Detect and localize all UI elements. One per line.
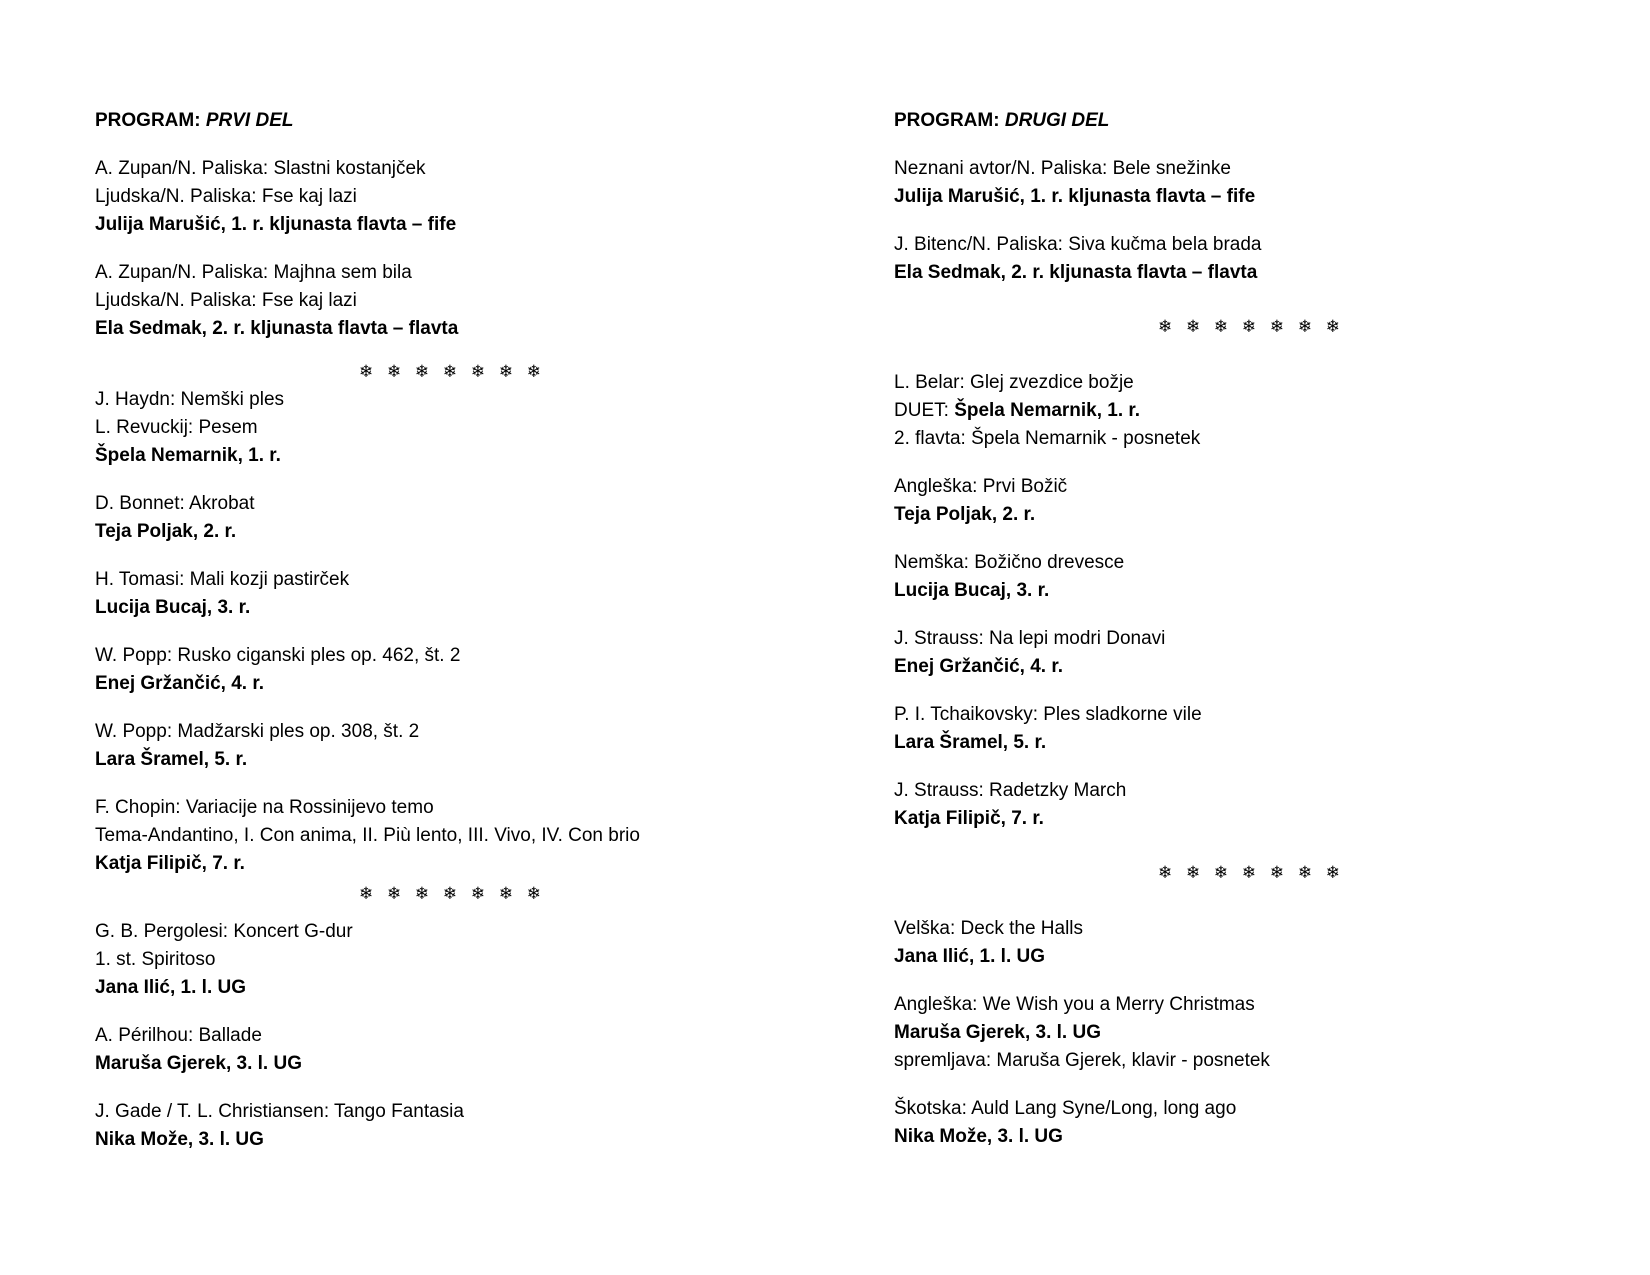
program-entry bbox=[894, 1095, 1624, 1151]
performer-text: Jana Ilić, 1. l. UG bbox=[95, 977, 247, 998]
program-entry bbox=[894, 625, 1624, 681]
snowflake-divider: ❄ ❄ ❄ ❄ ❄ ❄ ❄ bbox=[359, 362, 545, 381]
piece-text: DUET: bbox=[894, 400, 955, 421]
piece-line bbox=[95, 414, 825, 442]
piece-text: Tema-Andantino, I. Con anima, II. Più lento, III. Vivo, IV. Con brio bbox=[95, 825, 640, 846]
program-column-prvi-del bbox=[95, 107, 825, 1174]
piece-line bbox=[95, 918, 825, 946]
program-entry bbox=[95, 566, 825, 622]
piece-line bbox=[894, 915, 1624, 943]
piece-line bbox=[95, 718, 825, 746]
performer-text: Nika Može, 3. l. UG bbox=[95, 1129, 264, 1150]
program-part-title: PRVI DEL bbox=[205, 110, 294, 131]
program-entry bbox=[95, 259, 825, 343]
program-entry bbox=[95, 1098, 825, 1154]
performer-line bbox=[894, 501, 1624, 529]
piece-text: Škotska: Auld Lang Syne/Long, long ago bbox=[894, 1098, 1237, 1119]
performer-line bbox=[894, 943, 1624, 971]
snowflake-divider: ❄ ❄ ❄ ❄ ❄ ❄ ❄ bbox=[1158, 863, 1344, 882]
performer-line bbox=[894, 259, 1624, 287]
piece-line bbox=[95, 794, 825, 822]
piece-text: Angleška: We Wish you a Merry Christmas bbox=[894, 994, 1255, 1015]
piece-text: Ljudska/N. Paliska: Fse kaj lazi bbox=[95, 186, 357, 207]
performer-line bbox=[95, 850, 825, 878]
performer-text: Jana Ilić, 1. l. UG bbox=[894, 946, 1046, 967]
piece-text: L. Belar: Glej zvezdice božje bbox=[894, 372, 1134, 393]
performer-line bbox=[894, 729, 1624, 757]
piece-line bbox=[894, 549, 1624, 577]
performer-line bbox=[95, 211, 825, 239]
performer-line bbox=[894, 653, 1624, 681]
performer-text: Špela Nemarnik, 1. r. bbox=[954, 400, 1141, 421]
program-entry bbox=[95, 718, 825, 774]
program-entries-drugi-del bbox=[894, 155, 1624, 1151]
program-entry bbox=[894, 549, 1624, 605]
piece-line bbox=[894, 991, 1624, 1019]
piece-text: A. Périlhou: Ballade bbox=[95, 1025, 262, 1046]
piece-text: A. Zupan/N. Paliska: Slastni kostanjček bbox=[95, 158, 426, 179]
program-label: PROGRAM: bbox=[95, 110, 201, 131]
piece-line bbox=[894, 701, 1624, 729]
program-title-prvi-del bbox=[95, 107, 825, 135]
piece-text: J. Bitenc/N. Paliska: Siva kučma bela brada bbox=[894, 234, 1262, 255]
piece-line bbox=[894, 473, 1624, 501]
piece-line bbox=[894, 425, 1624, 453]
piece-text: Neznani avtor/N. Paliska: Bele snežinke bbox=[894, 158, 1231, 179]
piece-text: W. Popp: Madžarski ples op. 308, št. 2 bbox=[95, 721, 420, 742]
performer-text: Nika Može, 3. l. UG bbox=[894, 1126, 1063, 1147]
performer-text: Katja Filipič, 7. r. bbox=[95, 853, 245, 874]
piece-line bbox=[95, 259, 825, 287]
piece-text: A. Zupan/N. Paliska: Majhna sem bila bbox=[95, 262, 412, 283]
piece-line bbox=[95, 946, 825, 974]
program-label: PROGRAM: bbox=[894, 110, 1000, 131]
performer-line bbox=[95, 1050, 825, 1078]
piece-text: spremljava: Maruša Gjerek, klavir - posnetek bbox=[894, 1050, 1270, 1071]
snowflake-divider: ❄ ❄ ❄ ❄ ❄ ❄ ❄ bbox=[359, 884, 545, 903]
program-entry bbox=[95, 490, 825, 546]
program-entry bbox=[95, 386, 825, 470]
program-title-drugi-del bbox=[894, 107, 1624, 135]
performer-text: Teja Poljak, 2. r. bbox=[894, 504, 1036, 525]
piece-line bbox=[95, 490, 825, 518]
piece-text: P. I. Tchaikovsky: Ples sladkorne vile bbox=[894, 704, 1202, 725]
piece-line bbox=[95, 1098, 825, 1126]
program-part-title: DRUGI DEL bbox=[1004, 110, 1110, 131]
piece-line bbox=[95, 822, 825, 850]
performer-line bbox=[95, 1126, 825, 1154]
piece-line bbox=[95, 642, 825, 670]
piece-line bbox=[95, 566, 825, 594]
performer-text: Lucija Bucaj, 3. r. bbox=[894, 580, 1050, 601]
performer-line bbox=[95, 670, 825, 698]
snowflake-divider: ❄ ❄ ❄ ❄ ❄ ❄ ❄ bbox=[1158, 317, 1344, 336]
piece-text: Angleška: Prvi Božič bbox=[894, 476, 1068, 497]
performer-text: Maruša Gjerek, 3. l. UG bbox=[95, 1053, 302, 1074]
piece-text: Velška: Deck the Halls bbox=[894, 918, 1084, 939]
performer-text: Lara Šramel, 5. r. bbox=[894, 732, 1047, 753]
piece-line bbox=[95, 183, 825, 211]
performer-line bbox=[95, 315, 825, 343]
performer-text: Katja Filipič, 7. r. bbox=[894, 808, 1044, 829]
program-entry bbox=[894, 231, 1624, 287]
piece-line bbox=[894, 369, 1624, 397]
piece-text: H. Tomasi: Mali kozji pastirček bbox=[95, 569, 350, 590]
program-entry bbox=[894, 701, 1624, 757]
piece-text: D. Bonnet: Akrobat bbox=[95, 493, 255, 514]
program-entry bbox=[95, 155, 825, 239]
performer-line bbox=[894, 397, 1624, 425]
program-entry bbox=[894, 473, 1624, 529]
performer-line bbox=[95, 518, 825, 546]
performer-text: Špela Nemarnik, 1. r. bbox=[95, 445, 281, 466]
program-entry bbox=[894, 991, 1624, 1075]
performer-text: Lara Šramel, 5. r. bbox=[95, 749, 248, 770]
performer-text: Maruša Gjerek, 3. l. UG bbox=[894, 1022, 1101, 1043]
piece-text: J. Haydn: Nemški ples bbox=[95, 389, 285, 410]
piece-line bbox=[894, 1095, 1624, 1123]
program-entry bbox=[95, 918, 825, 1002]
piece-text: J. Strauss: Radetzky March bbox=[894, 780, 1127, 801]
performer-line bbox=[95, 594, 825, 622]
piece-text: W. Popp: Rusko ciganski ples op. 462, št. 2 bbox=[95, 645, 461, 666]
performer-text: Ela Sedmak, 2. r. kljunasta flavta – flavta bbox=[95, 318, 459, 339]
piece-text: 1. st. Spiritoso bbox=[95, 949, 216, 970]
program-entry bbox=[95, 1022, 825, 1078]
piece-line bbox=[894, 777, 1624, 805]
piece-text: J. Gade / T. L. Christiansen: Tango Fantasia bbox=[95, 1101, 464, 1122]
piece-line bbox=[95, 1022, 825, 1050]
program-entry bbox=[95, 642, 825, 698]
performer-text: Lucija Bucaj, 3. r. bbox=[95, 597, 251, 618]
piece-line bbox=[95, 386, 825, 414]
performer-text: Ela Sedmak, 2. r. kljunasta flavta – flavta bbox=[894, 262, 1258, 283]
piece-line bbox=[894, 1047, 1624, 1075]
program-entry bbox=[95, 794, 825, 878]
performer-line bbox=[894, 183, 1624, 211]
performer-line bbox=[95, 746, 825, 774]
performer-line bbox=[894, 805, 1624, 833]
program-column-drugi-del bbox=[894, 107, 1624, 1171]
performer-text: Teja Poljak, 2. r. bbox=[95, 521, 237, 542]
piece-line bbox=[95, 287, 825, 315]
piece-text: J. Strauss: Na lepi modri Donavi bbox=[894, 628, 1166, 649]
piece-text: G. B. Pergolesi: Koncert G-dur bbox=[95, 921, 353, 942]
program-entry bbox=[894, 915, 1624, 971]
piece-text: F. Chopin: Variacije na Rossinijevo temo bbox=[95, 797, 434, 818]
program-entry bbox=[894, 155, 1624, 211]
program-entry bbox=[894, 369, 1624, 453]
performer-line bbox=[894, 1123, 1624, 1151]
piece-line bbox=[894, 231, 1624, 259]
program-entry bbox=[894, 777, 1624, 833]
performer-line bbox=[95, 442, 825, 470]
piece-text: Nemška: Božično drevesce bbox=[894, 552, 1125, 573]
piece-line bbox=[894, 625, 1624, 653]
performer-line bbox=[894, 577, 1624, 605]
piece-line bbox=[894, 155, 1624, 183]
piece-line bbox=[95, 155, 825, 183]
performer-line bbox=[95, 974, 825, 1002]
performer-text: Enej Gržančić, 4. r. bbox=[894, 656, 1063, 677]
piece-text: 2. flavta: Špela Nemarnik - posnetek bbox=[894, 428, 1201, 449]
performer-text: Julija Marušić, 1. r. kljunasta flavta – fife bbox=[894, 186, 1256, 207]
piece-text: L. Revuckij: Pesem bbox=[95, 417, 258, 438]
performer-text: Julija Marušić, 1. r. kljunasta flavta – fife bbox=[95, 214, 457, 235]
performer-text: Enej Gržančić, 4. r. bbox=[95, 673, 264, 694]
piece-text: Ljudska/N. Paliska: Fse kaj lazi bbox=[95, 290, 357, 311]
performer-line bbox=[894, 1019, 1624, 1047]
program-entries-prvi-del bbox=[95, 155, 825, 1154]
